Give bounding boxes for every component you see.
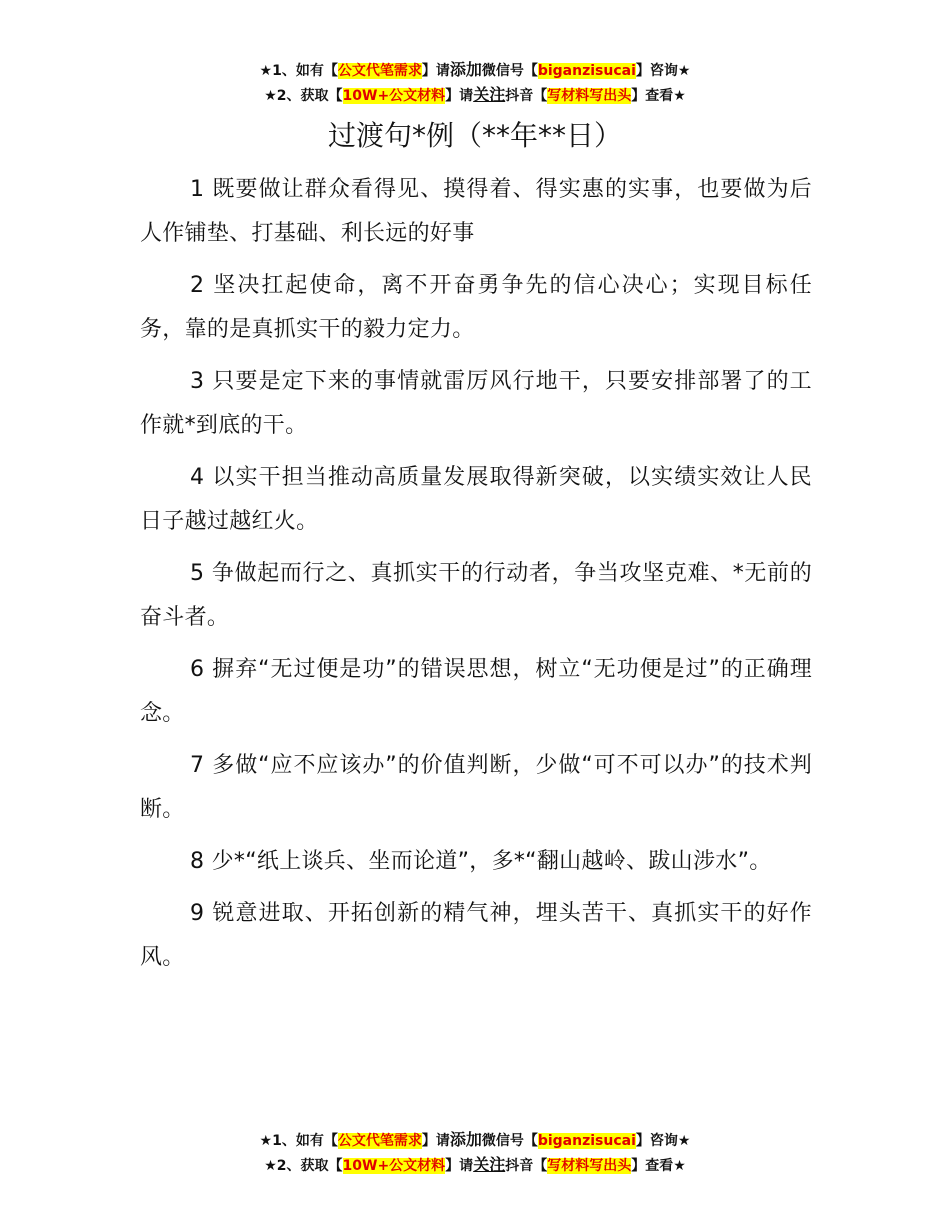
- paragraph-9: 9 锐意进取、开拓创新的精气神，埋头苦干、真抓实干的好作风。: [140, 901, 812, 970]
- footer-banner-line-1: [0, 1128, 950, 1153]
- paragraph-6: 6 摒弃“无过便是功”的错误思想，树立“无功便是过”的正确理念。: [140, 657, 812, 726]
- paragraph-7: 7 多做“应不应该办”的价值判断，少做“可不可以办”的技术判断。: [140, 753, 812, 822]
- paragraph-1: 1 既要做让群众看得见、摸得着、得实惠的实事，也要做为后人作铺垫、打基础、利长远的好事: [140, 177, 812, 246]
- banner-emphasis: 添加: [449, 60, 482, 79]
- banner-wechat-id: biganzisucai: [537, 1133, 636, 1149]
- footer-banner: [0, 1128, 950, 1178]
- banner-text: 】咨询★: [635, 1133, 691, 1149]
- banner-highlight: 10W+公文材料: [342, 1158, 446, 1174]
- header-banner-line-1: [0, 58, 950, 83]
- banner-douyin-id: 写材料写出头: [547, 1158, 632, 1174]
- banner-text: 抖音【: [505, 1158, 548, 1174]
- banner-highlight: 公文代笔需求: [337, 1133, 422, 1149]
- paragraph-3: 3 只要是定下来的事情就雷厉风行地干，只要安排部署了的工作就*到底的干。: [140, 369, 812, 438]
- banner-wechat-id: biganzisucai: [537, 63, 636, 79]
- paragraph-8: 8 少*“纸上谈兵、坐而论道”，多*“翻山越岭、跋山涉水”。: [190, 849, 772, 874]
- document-body: [140, 168, 812, 988]
- banner-text: 】请: [421, 63, 450, 79]
- banner-highlight: 公文代笔需求: [337, 63, 422, 79]
- banner-text: 】请: [421, 1133, 450, 1149]
- banner-text: 】查看★: [631, 88, 686, 104]
- banner-emphasis: 关注: [473, 85, 506, 104]
- banner-text: 】请: [445, 1158, 474, 1174]
- paragraph-2: 2 坚决扛起使命，离不开奋勇争先的信心决心；实现目标任务，靠的是真抓实干的毅力定力。: [140, 273, 812, 342]
- banner-text: 】咨询★: [635, 63, 691, 79]
- banner-text: ★2、获取【: [264, 88, 343, 104]
- banner-text: 微信号【: [481, 63, 538, 79]
- banner-text: ★1、如有【: [259, 63, 338, 79]
- footer-banner-line-2: [0, 1153, 950, 1178]
- paragraph-5: 5 争做起而行之、真抓实干的行动者，争当攻坚克难、*无前的奋斗者。: [140, 561, 812, 630]
- banner-emphasis: 添加: [449, 1130, 482, 1149]
- banner-douyin-id: 写材料写出头: [547, 88, 632, 104]
- paragraph-4: 4 以实干担当推动高质量发展取得新突破，以实绩实效让人民日子越过越红火。: [140, 465, 812, 534]
- header-banner-line-2: [0, 83, 950, 108]
- banner-text: 】请: [445, 88, 474, 104]
- banner-text: ★1、如有【: [259, 1133, 338, 1149]
- banner-text: ★2、获取【: [264, 1158, 343, 1174]
- banner-text: 微信号【: [481, 1133, 538, 1149]
- header-banner: [0, 58, 950, 108]
- banner-highlight: 10W+公文材料: [342, 88, 446, 104]
- banner-text: 抖音【: [505, 88, 548, 104]
- document-title: 过渡句*例（**年**日）: [327, 119, 622, 152]
- banner-emphasis: 关注: [473, 1155, 506, 1174]
- banner-text: 】查看★: [631, 1158, 686, 1174]
